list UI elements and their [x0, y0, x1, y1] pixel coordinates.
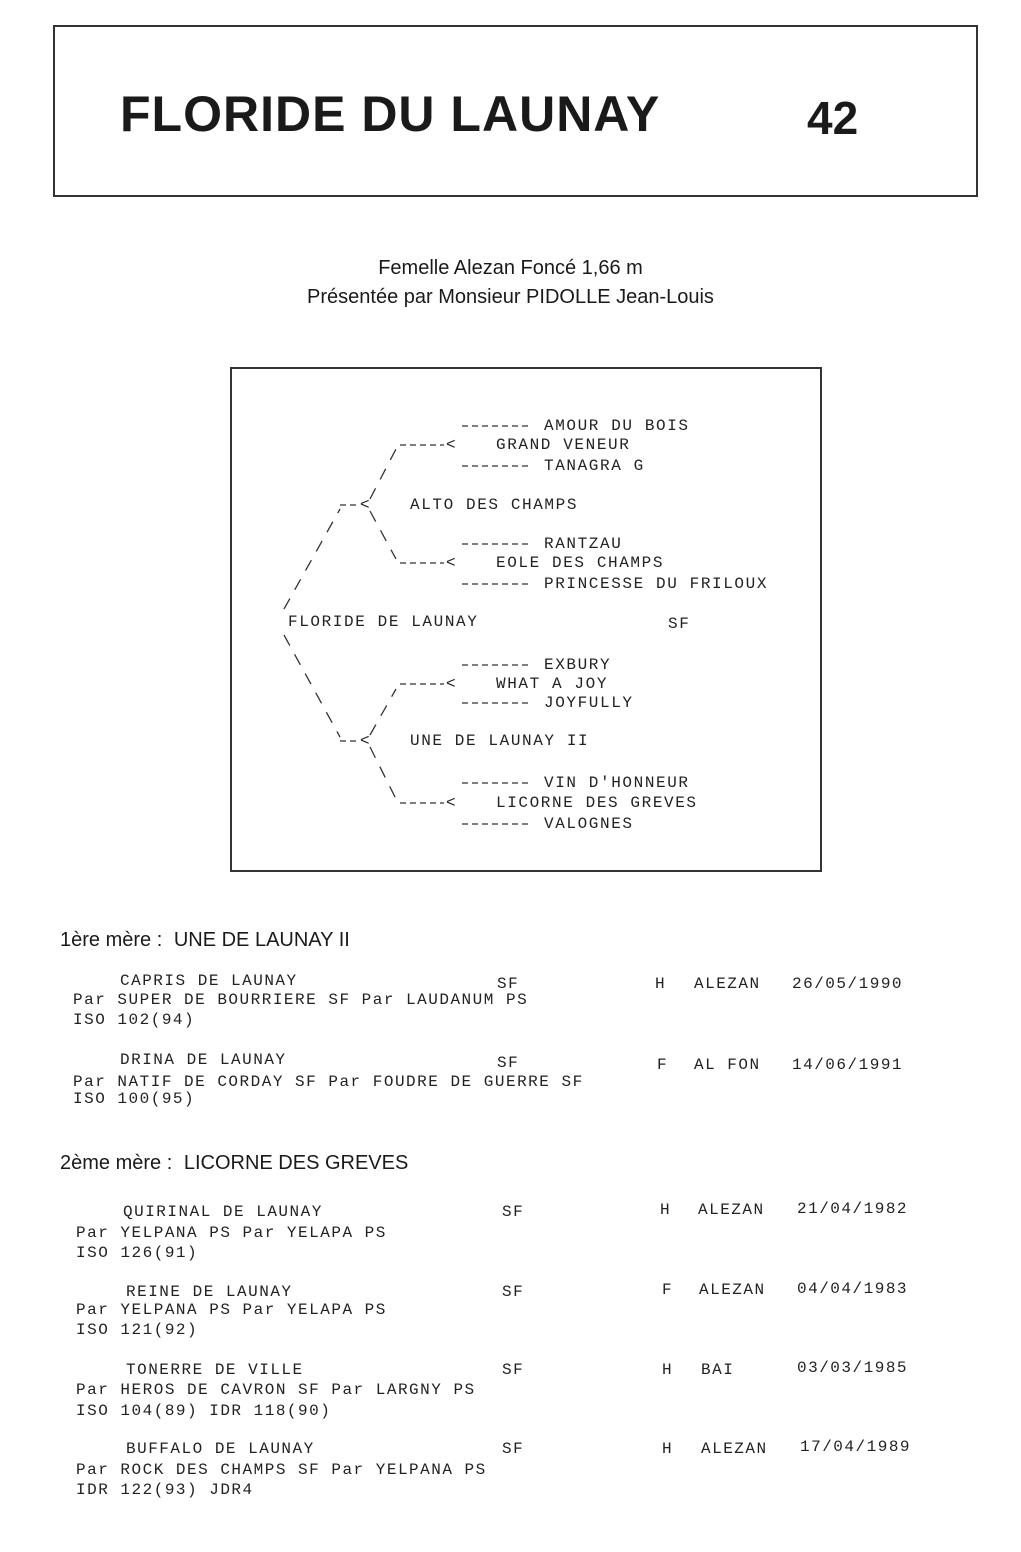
pedigree-dam-dam-dam: VALOGNES [544, 815, 634, 833]
tree-arrow: < [446, 436, 458, 454]
title-box [53, 25, 978, 197]
offspring-color: ALEZAN [701, 1440, 768, 1458]
offspring-date: 04/04/1983 [797, 1280, 909, 1298]
offspring-color: ALEZAN [698, 1201, 765, 1219]
offspring-index-line: ISO 102(94) [73, 1011, 196, 1029]
pedigree-sire: ALTO DES CHAMPS [410, 496, 579, 514]
offspring-sire-line: Par ROCK DES CHAMPS SF Par YELPANA PS [76, 1461, 487, 1479]
offspring-date: 14/06/1991 [792, 1056, 904, 1074]
second-dam-label: 2ème mère : [60, 1152, 173, 1174]
pedigree-sire-dam-sire: RANTZAU [544, 535, 623, 553]
offspring-sire-line: Par HEROS DE CAVRON SF Par LARGNY PS [76, 1381, 476, 1399]
second-dam-heading [60, 1152, 408, 1175]
tree-arrow: < [446, 675, 458, 693]
offspring-date: 17/04/1989 [800, 1438, 912, 1456]
offspring-sire-line: Par YELPANA PS Par YELAPA PS [76, 1301, 387, 1319]
offspring-color: BAI [701, 1361, 735, 1379]
offspring-breed: SF [502, 1203, 525, 1221]
offspring-index-line: ISO 100(95) [73, 1090, 196, 1108]
tree-arrow: < [446, 794, 458, 812]
offspring-name: DRINA DE LAUNAY [120, 1051, 287, 1069]
offspring-name: TONERRE DE VILLE [126, 1361, 304, 1379]
pedigree-sire-dam: EOLE DES CHAMPS [496, 554, 665, 572]
offspring-sire-line: Par NATIF DE CORDAY SF Par FOUDRE DE GUERRE SF [73, 1073, 584, 1091]
offspring-breed: SF [502, 1283, 525, 1301]
offspring-date: 21/04/1982 [797, 1200, 909, 1218]
offspring-date: 26/05/1990 [792, 975, 904, 993]
offspring-date: 03/03/1985 [797, 1359, 909, 1377]
offspring-breed: SF [502, 1361, 525, 1379]
presenter: Présentée par Monsieur PIDOLLE Jean-Louis [307, 286, 714, 308]
offspring-index-line: ISO 104(89) IDR 118(90) [76, 1402, 332, 1420]
pedigree-subject-breed: SF [668, 615, 691, 633]
first-dam-label: 1ère mère : [60, 929, 163, 951]
pedigree-sire-sire: GRAND VENEUR [496, 436, 631, 454]
pedigree-subject: FLORIDE DE LAUNAY [288, 613, 479, 631]
pedigree-dam-sire: WHAT A JOY [496, 675, 609, 693]
offspring-breed: SF [497, 1054, 520, 1072]
pedigree-sire-sire-dam: TANAGRA G [544, 457, 645, 475]
offspring-index-line: ISO 126(91) [76, 1244, 199, 1262]
pedigree-sire-dam-dam: PRINCESSE DU FRILOUX [544, 575, 769, 593]
offspring-sex: F [662, 1281, 674, 1299]
offspring-sire-line: Par YELPANA PS Par YELAPA PS [76, 1224, 387, 1242]
second-dam-name: LICORNE DES GREVES [183, 1152, 409, 1174]
offspring-color: ALEZAN [699, 1281, 766, 1299]
pedigree-dam: UNE DE LAUNAY II [410, 732, 590, 750]
pedigree-dam-sire-sire: EXBURY [544, 656, 612, 674]
offspring-name: REINE DE LAUNAY [126, 1283, 293, 1301]
tree-arrow: < [360, 496, 372, 514]
tree-arrow: < [360, 732, 372, 750]
offspring-sex: H [662, 1361, 674, 1379]
tree-arrow: < [446, 554, 458, 572]
pedigree-dam-sire-dam: JOYFULLY [544, 694, 634, 712]
horse-name: FLORIDE DU LAUNAY [120, 86, 661, 142]
pedigree-dam-dam-sire: VIN D'HONNEUR [544, 774, 690, 792]
offspring-sire-line: Par SUPER DE BOURRIERE SF Par LAUDANUM PS [73, 991, 529, 1009]
offspring-sex: H [660, 1201, 672, 1219]
offspring-sex: H [662, 1440, 674, 1458]
offspring-index-line: IDR 122(93) JDR4 [76, 1481, 254, 1499]
pedigree-box [230, 367, 822, 872]
offspring-sex: H [655, 975, 667, 993]
first-dam-name: UNE DE LAUNAY II [173, 929, 350, 951]
offspring-sex: F [657, 1056, 669, 1074]
offspring-name: QUIRINAL DE LAUNAY [123, 1203, 323, 1221]
offspring-color: AL FON [694, 1056, 761, 1074]
pedigree-dam-dam: LICORNE DES GREVES [496, 794, 698, 812]
first-dam-heading [60, 929, 350, 952]
lot-number: 42 [807, 92, 859, 144]
pedigree-sire-sire-sire: AMOUR DU BOIS [544, 417, 690, 435]
offspring-breed: SF [502, 1440, 525, 1458]
offspring-breed: SF [497, 975, 520, 993]
offspring-name: CAPRIS DE LAUNAY [120, 972, 298, 990]
horse-description: Femelle Alezan Foncé 1,66 m [378, 257, 643, 279]
offspring-index-line: ISO 121(92) [76, 1321, 199, 1339]
offspring-name: BUFFALO DE LAUNAY [126, 1440, 315, 1458]
offspring-color: ALEZAN [694, 975, 761, 993]
